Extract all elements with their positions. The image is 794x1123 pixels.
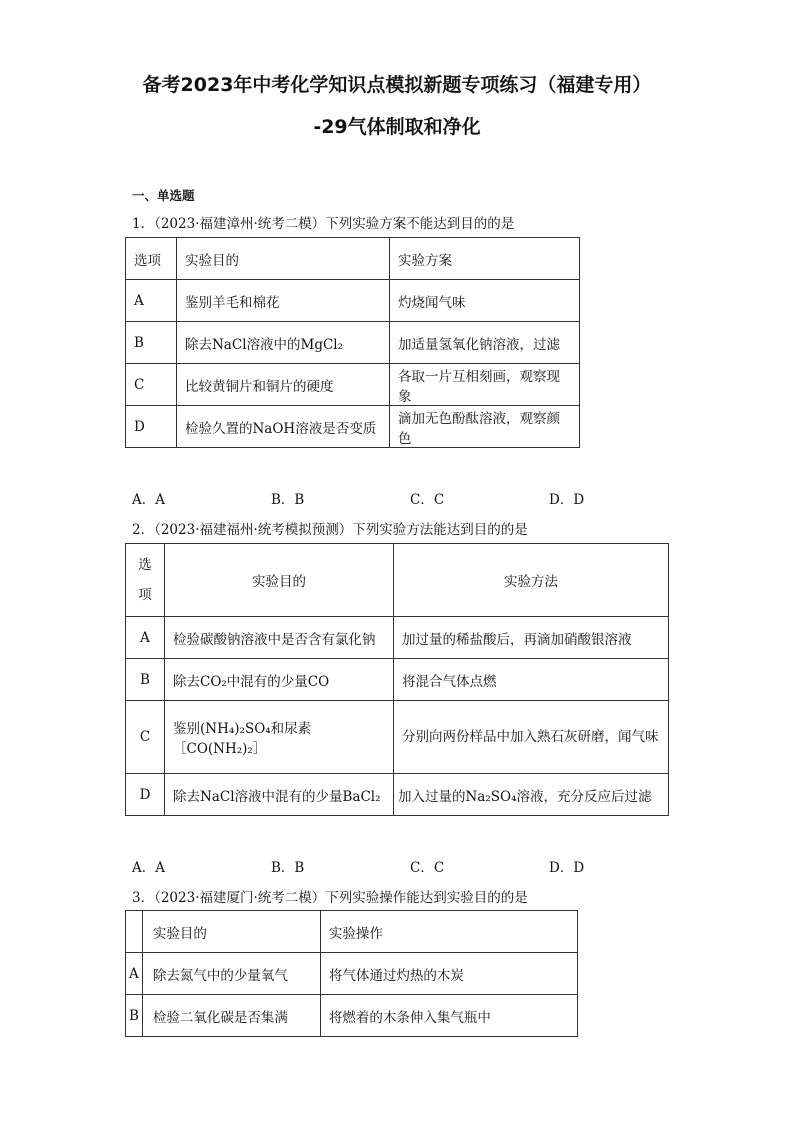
purpose-cell: 比较黄铜片和铜片的硬度	[177, 364, 390, 406]
section-heading: 一、单选题	[132, 188, 195, 203]
header-cell: 选项	[126, 238, 177, 280]
method-cell: 将燃着的木条伸入集气瓶中	[320, 995, 577, 1037]
choice-c[interactable]: C．C	[410, 492, 445, 508]
table-row	[126, 995, 578, 1037]
option-cell: B	[126, 995, 143, 1037]
table-row	[126, 406, 580, 448]
option-cell: A	[126, 617, 165, 659]
purpose-cell: 除去CO₂中混有的少量CO	[165, 659, 394, 701]
choice-a[interactable]: A．A	[132, 492, 165, 508]
table-row	[126, 953, 578, 995]
table-row	[126, 322, 580, 364]
method-cell: 加过量的稀盐酸后，再滴加硝酸银溶液	[394, 617, 669, 659]
purpose-cell: 检验久置的NaOH溶液是否变质	[177, 406, 390, 448]
header-cell: 实验目的	[142, 911, 320, 953]
purpose-cell: 鉴别羊毛和棉花	[177, 280, 390, 322]
method-cell: 加入过量的Na₂SO₄溶液，充分反应后过滤	[394, 774, 669, 816]
header-cell: 实验目的	[177, 238, 390, 280]
purpose-cell: 检验碳酸钠溶液中是否含有氯化钠	[165, 617, 394, 659]
method-cell: 各取一片互相刻画，观察现象	[390, 364, 580, 406]
choice-d[interactable]: D．D	[549, 860, 585, 876]
method-cell: 将气体通过灼热的木炭	[320, 953, 577, 995]
option-cell: D	[126, 774, 165, 816]
question-3-stem: 3．（2023·福建厦门·统考二模）下列实验操作能达到实验目的的是	[132, 890, 528, 906]
header-cell: 实验方法	[394, 544, 669, 617]
method-cell: 灼烧闻气味	[390, 280, 580, 322]
table-header-row	[126, 238, 580, 280]
header-cell: 实验目的	[165, 544, 394, 617]
choice-b[interactable]: B．B	[271, 492, 305, 508]
document-title: 备考2023年中考化学知识点模拟新题专项练习（福建专用）	[142, 74, 652, 96]
table-row	[126, 701, 669, 774]
question-2-stem: 2．（2023·福建福州·统考模拟预测）下列实验方法能达到目的的是	[132, 522, 528, 538]
header-cell	[126, 911, 143, 953]
table-row	[126, 364, 580, 406]
question-3-table	[125, 910, 578, 1037]
purpose-cell: 检验二氧化碳是否集满	[142, 995, 320, 1037]
option-cell: B	[126, 659, 165, 701]
document-subtitle: -29气体制取和净化	[313, 116, 481, 138]
option-cell: C	[126, 701, 165, 774]
table-row	[126, 659, 669, 701]
header-cell: 实验操作	[320, 911, 577, 953]
question-1-table	[125, 237, 580, 448]
table-header-row	[126, 911, 578, 953]
option-cell: A	[126, 953, 143, 995]
table-row	[126, 280, 580, 322]
table-row	[126, 774, 669, 816]
choice-c[interactable]: C．C	[410, 860, 445, 876]
method-cell: 将混合气体点燃	[394, 659, 669, 701]
purpose-cell: 鉴别(NH₄)₂SO₄和尿素［CO(NH₂)₂］	[165, 701, 394, 774]
table-row	[126, 617, 669, 659]
table-header-row	[126, 544, 669, 617]
purpose-cell: 除去NaCl溶液中的MgCl₂	[177, 322, 390, 364]
method-cell: 分别向两份样品中加入熟石灰研磨，闻气味	[394, 701, 669, 774]
header-cell: 选项	[126, 544, 165, 617]
question-1-stem: 1．（2023·福建漳州·统考二模）下列实验方案不能达到目的的是	[132, 216, 515, 232]
option-cell: A	[126, 280, 177, 322]
option-cell: B	[126, 322, 177, 364]
option-cell: D	[126, 406, 177, 448]
method-cell: 滴加无色酚酞溶液，观察颜色	[390, 406, 580, 448]
choice-b[interactable]: B．B	[271, 860, 305, 876]
purpose-cell: 除去氮气中的少量氧气	[142, 953, 320, 995]
header-cell: 实验方案	[390, 238, 580, 280]
choice-d[interactable]: D．D	[549, 492, 585, 508]
choice-a[interactable]: A．A	[132, 860, 165, 876]
option-cell: C	[126, 364, 177, 406]
purpose-cell: 除去NaCl溶液中混有的少量BaCl₂	[165, 774, 394, 816]
method-cell: 加适量氢氧化钠溶液，过滤	[390, 322, 580, 364]
question-2-table	[125, 543, 669, 816]
